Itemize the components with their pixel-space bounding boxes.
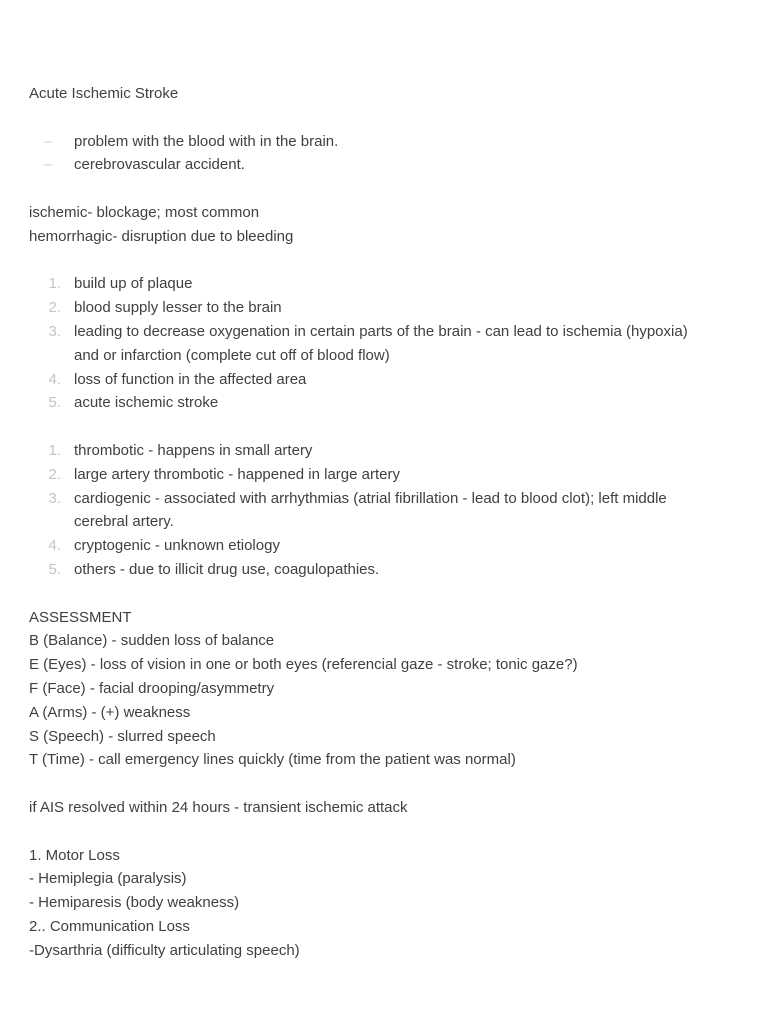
dash-bullet-icon: – [44,156,53,174]
item-number: 4. [48,370,61,388]
item-text: blood supply lesser to the brain [74,299,282,317]
bullet-item [29,153,744,177]
item-text-continuation: cerebral artery. [74,513,174,531]
item-number: 1. [48,441,61,459]
item-number: 4. [48,537,61,555]
spacer [29,772,744,796]
item-text: large artery thrombotic - happened in large artery [74,465,401,483]
bullet-item [29,130,744,154]
spacer [29,106,744,130]
assessment-line: E (Eyes) - loss of vision in one or both eyes (referencial gaze - stroke; tonic gaze?) [29,656,578,674]
item-number: 3. [48,489,61,507]
item-text: others - due to illicit drug use, coagulopathies. [74,560,380,578]
item-text: cardiogenic - associated with arrhythmias (atrial fibrillation - lead to blood clot); left middle [74,489,667,507]
assessment-line: B (Balance) - sudden loss of balance [29,632,275,650]
numbered-item [29,320,744,368]
spacer [29,249,744,273]
spacer [29,820,744,844]
numbered-item [29,463,744,487]
numbered-item [29,391,744,415]
definition-bullet-list [29,130,744,178]
numbered-item [29,368,744,392]
manifestation-line: - Hemiplegia (paralysis) [29,870,187,888]
manifestation-line: -Dysarthria (difficulty articulating speech) [29,941,300,959]
bullet-text: cerebrovascular accident. [74,156,245,174]
item-number: 2. [48,465,61,483]
item-text: leading to decrease oxygenation in certain parts of the brain - can lead to ischemia (hypoxia) [74,322,688,340]
item-text: build up of plaque [74,275,193,293]
tia-line: if AIS resolved within 24 hours - transient ischemic attack [29,798,408,816]
spacer [29,177,744,201]
item-number: 1. [48,275,61,293]
subtype-numbered-list [29,439,744,582]
item-text: acute ischemic stroke [74,394,219,412]
item-text: loss of function in the affected area [74,370,307,388]
item-text: thrombotic - happens in small artery [74,441,313,459]
manifestation-line: - Hemiparesis (body weakness) [29,894,240,912]
numbered-item [29,272,744,296]
assessment-line: A (Arms) - (+) weakness [29,703,191,721]
assessment-line: F (Face) - facial drooping/asymmetry [29,679,275,697]
type-line: ischemic- blockage; most common [29,203,260,221]
numbered-item [29,534,744,558]
assessment-line: S (Speech) - slurred speech [29,727,216,745]
item-number: 3. [48,322,61,340]
numbered-item [29,439,744,463]
dash-bullet-icon: – [44,132,53,150]
type-line: hemorrhagic- disruption due to bleeding [29,227,294,245]
manifestation-line: 2.. Communication Loss [29,917,190,935]
item-number: 5. [48,394,61,412]
bullet-text: problem with the blood with in the brain. [74,132,339,150]
numbered-item [29,558,744,582]
spacer [29,415,744,439]
note-body[interactable] [29,82,744,962]
numbered-item [29,487,744,535]
manifestation-line: 1. Motor Loss [29,846,120,864]
numbered-item [29,296,744,320]
spacer [29,582,744,606]
assessment-line: T (Time) - call emergency lines quickly (time from the patient was normal) [29,751,516,769]
item-number: 2. [48,299,61,317]
item-text-continuation: and or infarction (complete cut off of blood flow) [74,346,390,364]
assessment-heading: ASSESSMENT [29,608,132,626]
note-title: Acute Ischemic Stroke [29,85,179,102]
pathophysiology-numbered-list [29,272,744,415]
item-text: cryptogenic - unknown etiology [74,537,280,555]
item-number: 5. [48,560,61,578]
